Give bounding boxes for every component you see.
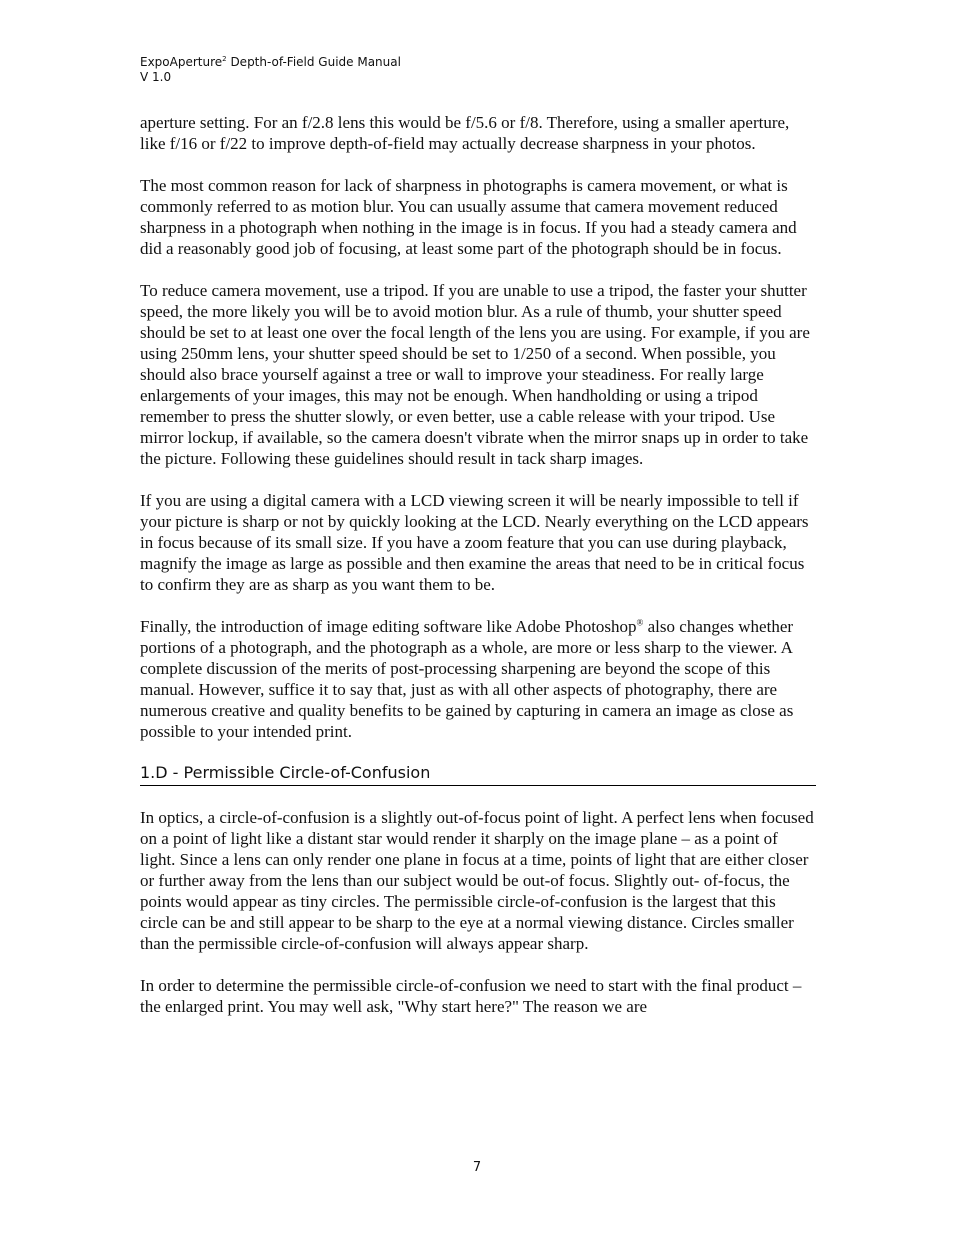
- manual-version: V 1.0: [140, 70, 172, 84]
- running-header: [140, 55, 401, 85]
- manual-title-rest: Depth-of-Field Guide Manual: [226, 55, 401, 69]
- manual-title-main: ExpoAperture: [140, 55, 223, 69]
- paragraph-lcd-screen: If you are using a digital camera with a LCD viewing screen it will be nearly impossible to tell if your picture is sharp or not by quickly looking at the LCD. Nearly everything on the LCD appears in focus because of its small size. If you have a zoom feature that you can use during playback, magnify the image as large as possible and then examine the areas that need to be in critical focus to confirm they are as sharp as you want them to be.: [140, 491, 809, 594]
- registered-mark: ®: [636, 617, 644, 628]
- manual-title-superscript: 2: [222, 55, 227, 63]
- paragraph-aperture-sharpness: aperture setting. For an f/2.8 lens this would be f/5.6 or f/8. Therefore, using a smaller aperture, like f/16 or f/22 to improve depth-of-field may actually decrease sharpness in your photos.: [140, 113, 790, 153]
- paragraph-reduce-movement: To reduce camera movement, use a tripod. If you are unable to use a tripod, the faster your shutter speed, the more likely you will be to avoid motion blur. As a rule of thumb, your shutter speed should be set to at least one over the focal length of the lens you are using. For example, if you are using 250mm lens, your shutter speed should be set to 1/250 of a second. When possible, you should also brace yourself against a tree or wall to improve your steadiness. For really large enlargements of your images, this may not be enough. When handholding or using a tripod remember to press the shutter slowly, or even better, use a cable release with your tripod. Use mirror lockup, if available, so the camera doesn't vibrate when the mirror snaps up in order to take the picture. Following these guidelines should result in tack sharp images.: [140, 281, 810, 468]
- paragraph-circle-of-confusion: In optics, a circle-of-confusion is a slightly out-of-focus point of light. A perfect lens when focused on a point of light like a distant star would render it sharply on the image plane – as a point of light. Since a lens can only render one plane in focus at a time, points of light that are either closer or further away from the lens than our subject would be out-of focus. Slightly out- of-focus, the points would appear as tiny circles. The permissible circle-of-confusion is the largest that this circle can be and still appear to be sharp to the eye at a normal viewing distance. Circles smaller than the permissible circle-of-confusion will always appear sharp.: [140, 808, 814, 953]
- manual-title: [140, 55, 401, 70]
- paragraph-image-editing-rest: also changes whether portions of a photograph, and the photograph as a whole, are more or less sharp to the viewer. A complete discussion of the merits of post-processing sharpening are beyond the scope of this manual. However, suffice it to say that, just as with all other aspects of photography, there are numerous creative and quality benefits to be gained by capturing in camera an image as close as possible to your intended print.: [140, 617, 794, 741]
- paragraph-camera-movement: The most common reason for lack of sharpness in photographs is camera movement, or what is commonly referred to as motion blur. You can usually assume that camera movement reduced sharpness in a photograph when nothing in the image is in focus. If you had a steady camera and did a reasonably good job of focusing, at least some part of the photograph should be in focus.: [140, 176, 797, 258]
- paragraph-enlarged-print: In order to determine the permissible circle-of-confusion we need to start with the final product – the enlarged print. You may well ask, "Why start here?" The reason we are: [140, 976, 802, 1016]
- body-text: [140, 112, 816, 1038]
- paragraph-image-editing-start: Finally, the introduction of image editing software like Adobe Photoshop: [140, 617, 637, 636]
- page-number: 7: [472, 1160, 482, 1175]
- section-heading: 1.D - Permissible Circle-of-Confusion: [140, 763, 816, 786]
- paragraph-image-editing: [140, 616, 816, 742]
